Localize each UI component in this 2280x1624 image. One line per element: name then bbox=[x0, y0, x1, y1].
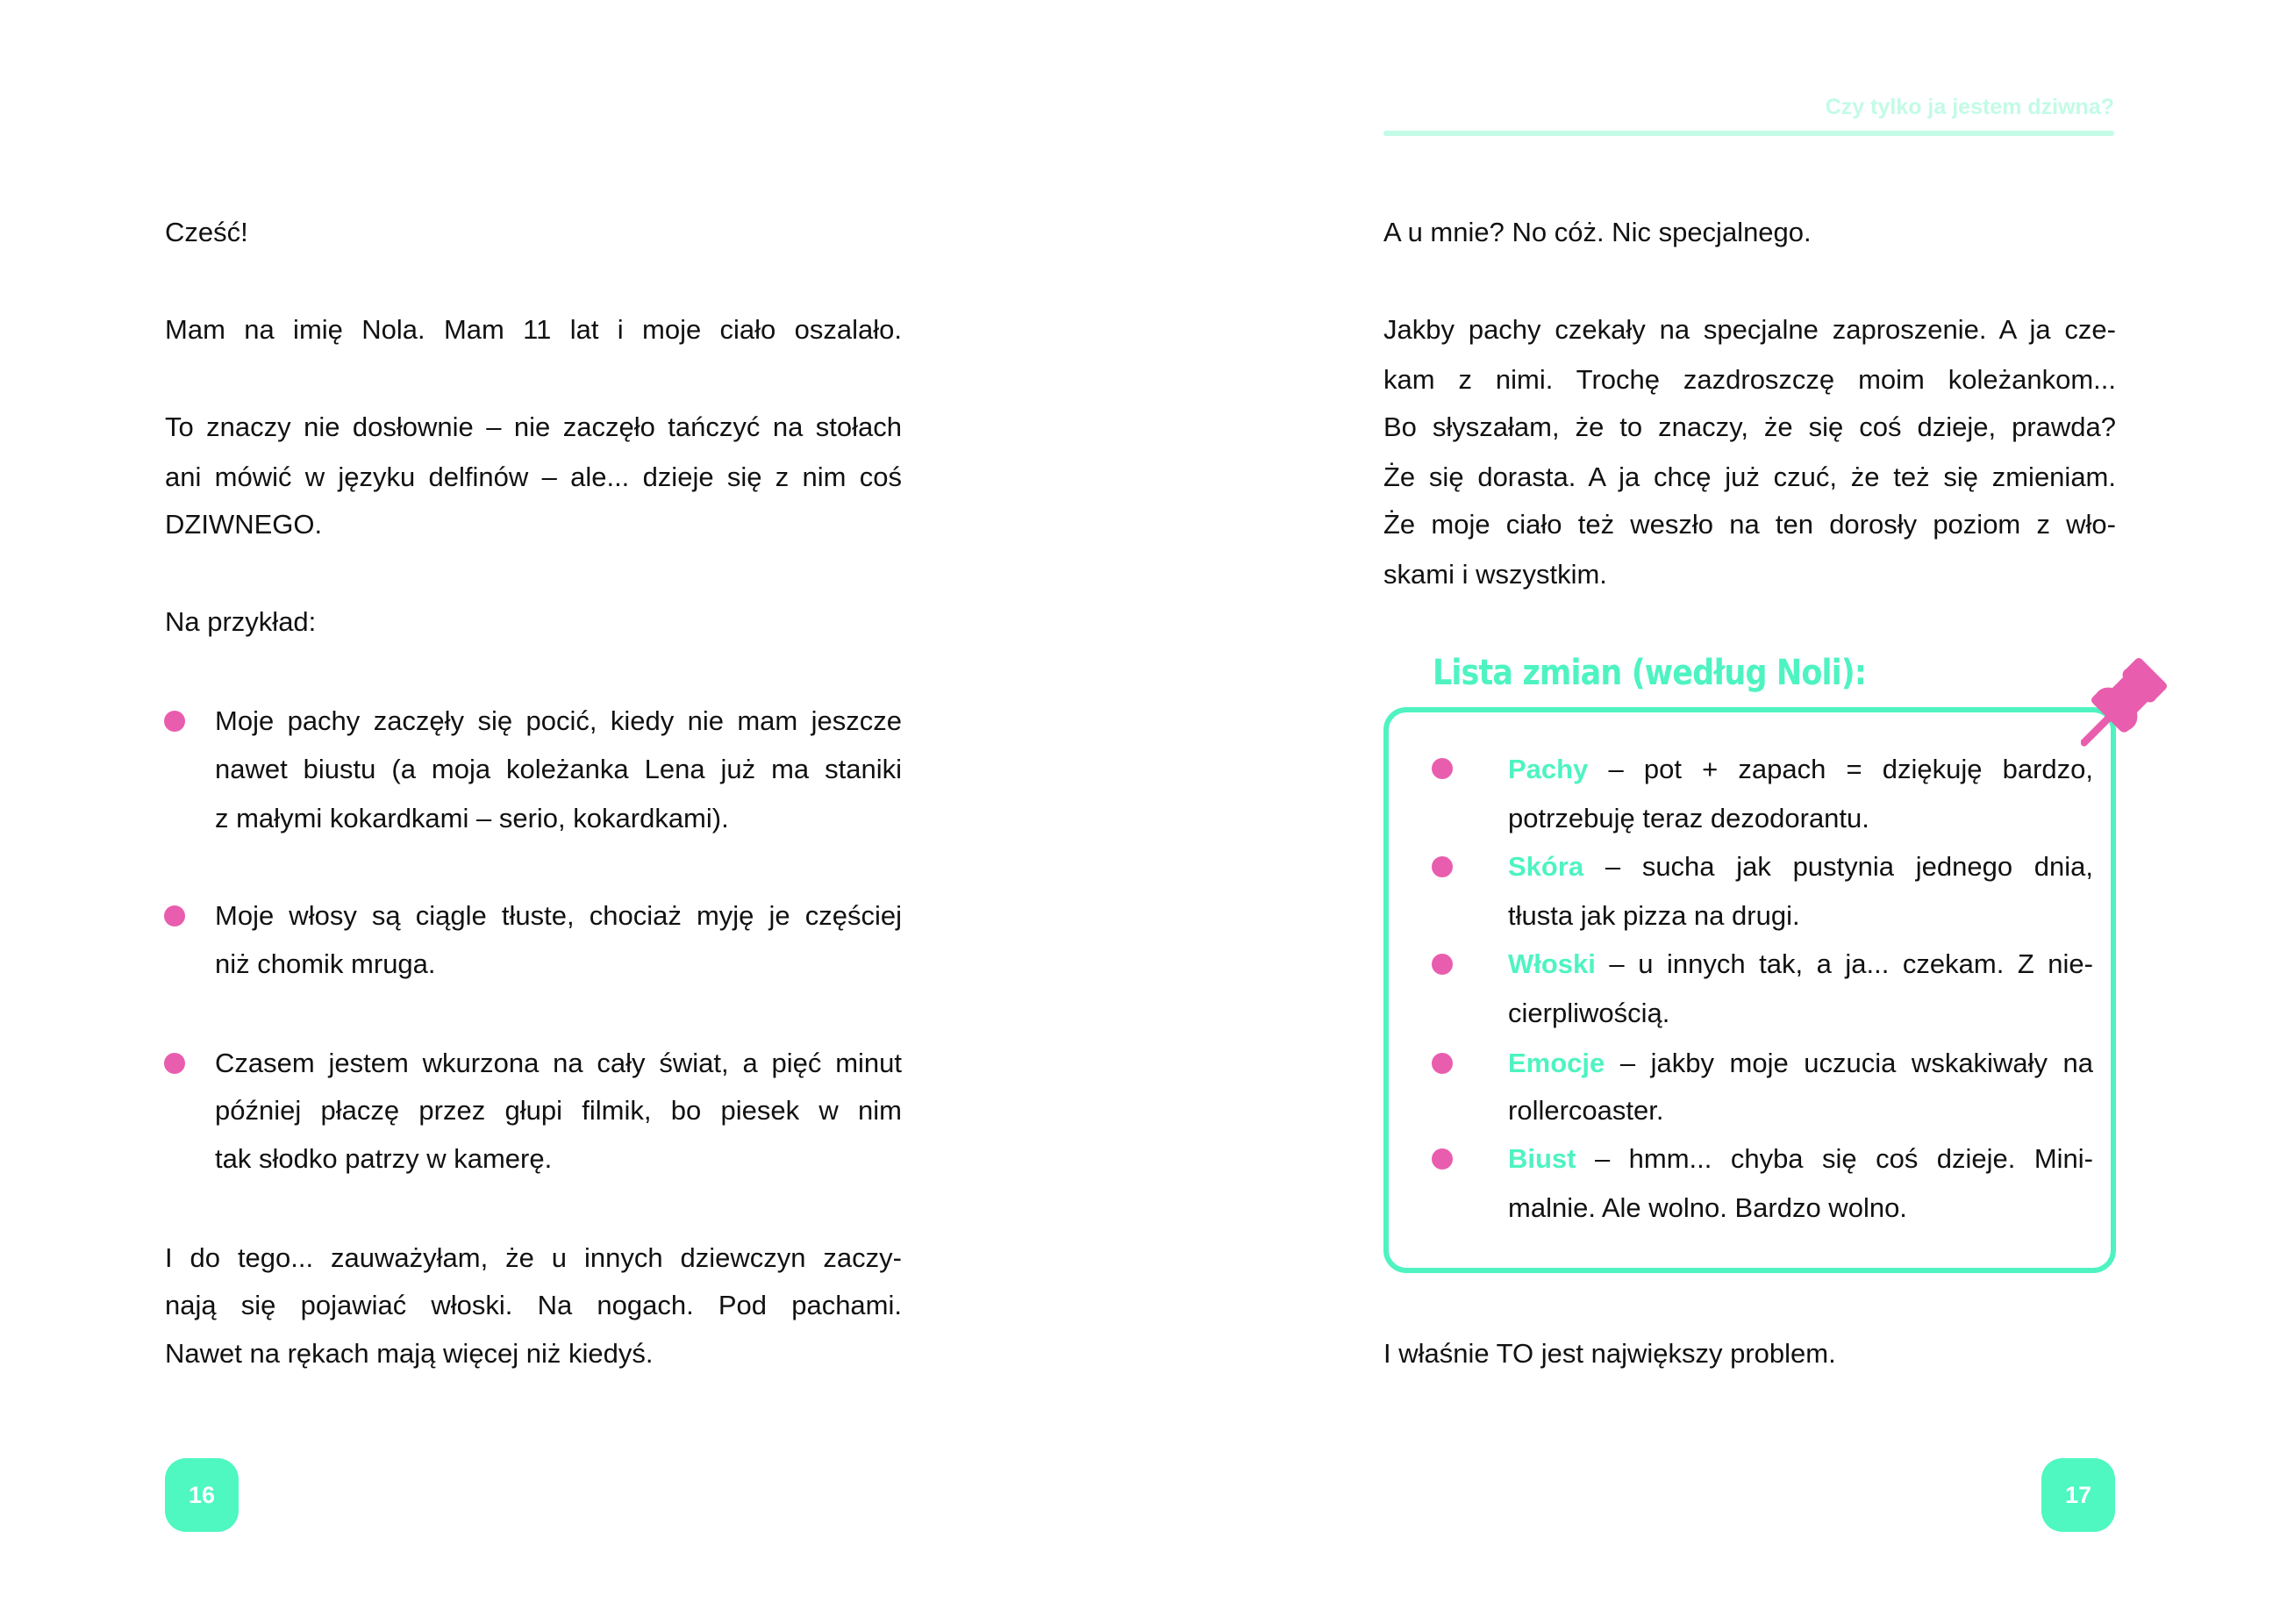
box-item-text: – pot + zapach = dziękuję bardzo, bbox=[1588, 754, 2093, 784]
box-item-text: – u innych tak, a ja... czekam. Z nie- bbox=[1595, 948, 2093, 979]
bullet-dot-icon bbox=[164, 905, 185, 926]
box-item-keyword: Emocje bbox=[1508, 1048, 1605, 1078]
bullet-line: Moje pachy zaczęły się pocić, kiedy nie mam jeszcze bbox=[215, 705, 902, 736]
bullet-dot-icon bbox=[1432, 758, 1453, 779]
box-item-line bbox=[1508, 848, 2093, 886]
paragraph-line: kam z nimi. Trochę zazdroszczę moim koleżankom... bbox=[1383, 364, 2116, 395]
paragraph-line: skami i wszystkim. bbox=[1383, 559, 1607, 590]
box-item-line bbox=[1508, 1140, 2093, 1178]
bullet-dot-icon bbox=[1432, 1053, 1453, 1074]
box-title: Lista zmian (według Noli): bbox=[1433, 653, 1866, 693]
right-page bbox=[1140, 0, 2280, 1624]
box-item-text: – sucha jak pustynia jednego dnia, bbox=[1583, 851, 2093, 882]
intro-line: Mam na imię Nola. Mam 11 lat i moje ciało oszalało. bbox=[165, 314, 902, 345]
paragraph-line: Nawet na rękach mają więcej niż kiedyś. bbox=[165, 1338, 654, 1369]
closing-line: I właśnie TO jest największy problem. bbox=[1383, 1338, 1836, 1369]
paragraph-line: I do tego... zauważyłam, że u innych dziewczyn zaczy- bbox=[165, 1242, 902, 1273]
greeting-line: Cześć! bbox=[165, 217, 248, 247]
box-item-line: tłusta jak pizza na drugi. bbox=[1508, 900, 1800, 931]
box-item-text: – hmm... chyba się coś dzieje. Mini- bbox=[1576, 1143, 2093, 1174]
bullet-line: nawet biustu (a moja koleżanka Lena już ma staniki bbox=[215, 754, 902, 784]
running-head: Czy tylko ja jestem dziwna? bbox=[1825, 95, 2114, 119]
paragraph-line: To znaczy nie dosłownie – nie zaczęło tańczyć na stołach bbox=[165, 411, 902, 442]
box-item-text: – jakby moje uczucia wskakiwały na bbox=[1605, 1048, 2093, 1078]
bullet-line: tak słodko patrzy w kamerę. bbox=[215, 1143, 553, 1174]
bullet-dot-icon bbox=[164, 711, 185, 732]
box-item-line: rollercoaster. bbox=[1508, 1095, 1664, 1126]
paragraph-line: nają się pojawiać włoski. Na nogach. Pod pachami. bbox=[165, 1290, 902, 1320]
paragraph-line: A u mnie? No cóż. Nic specjalnego. bbox=[1383, 217, 1812, 247]
box-item-line bbox=[1508, 750, 2093, 789]
box-item-keyword: Biust bbox=[1508, 1143, 1576, 1174]
paragraph-line: ani mówić w języku delfinów – ale... dzieje się z nim coś bbox=[165, 461, 902, 492]
bullet-dot-icon bbox=[1432, 954, 1453, 975]
bullet-line: Czasem jestem wkurzona na cały świat, a pięć minut bbox=[215, 1048, 902, 1078]
bullet-dot-icon bbox=[164, 1053, 185, 1074]
box-item-line: potrzebuję teraz dezodorantu. bbox=[1508, 803, 1869, 833]
box-item-line: cierpliwością. bbox=[1508, 998, 1670, 1028]
box-item-line bbox=[1508, 945, 2093, 984]
box-item-keyword: Włoski bbox=[1508, 948, 1596, 979]
header-rule bbox=[1383, 131, 2114, 136]
box-item-line bbox=[1508, 1044, 2093, 1083]
bullet-line: z małymi kokardkami – serio, kokardkami). bbox=[215, 803, 729, 833]
page-number-badge: 16 bbox=[165, 1458, 239, 1532]
bullet-line: Moje włosy są ciągle tłuste, chociaż myję je częściej bbox=[215, 900, 902, 931]
paragraph-line: Jakby pachy czekały na specjalne zaproszenie. A ja cze- bbox=[1383, 314, 2116, 345]
box-item-line: malnie. Ale wolno. Bardzo wolno. bbox=[1508, 1192, 1907, 1223]
paragraph-line: Że moje ciało też weszło na ten dorosły poziom z wło- bbox=[1383, 509, 2116, 540]
bullet-dot-icon bbox=[1432, 856, 1453, 877]
paragraph-line: Że się dorasta. A ja chcę już czuć, że też się zmieniam. bbox=[1383, 461, 2116, 492]
example-heading: Na przykład: bbox=[165, 606, 317, 637]
pushpin-icon bbox=[2062, 647, 2176, 762]
box-item-keyword: Pachy bbox=[1508, 754, 1589, 784]
paragraph-line: DZIWNEGO. bbox=[165, 509, 323, 540]
paragraph-line: Bo słyszałam, że to znaczy, że się coś dzieje, prawda? bbox=[1383, 411, 2116, 442]
page-number-badge: 17 bbox=[2041, 1458, 2115, 1532]
box-item-keyword: Skóra bbox=[1508, 851, 1584, 882]
bullet-line: niż chomik mruga. bbox=[215, 948, 436, 979]
bullet-line: później płaczę przez głupi filmik, bo piesek w nim bbox=[215, 1095, 902, 1126]
bullet-dot-icon bbox=[1432, 1148, 1453, 1170]
